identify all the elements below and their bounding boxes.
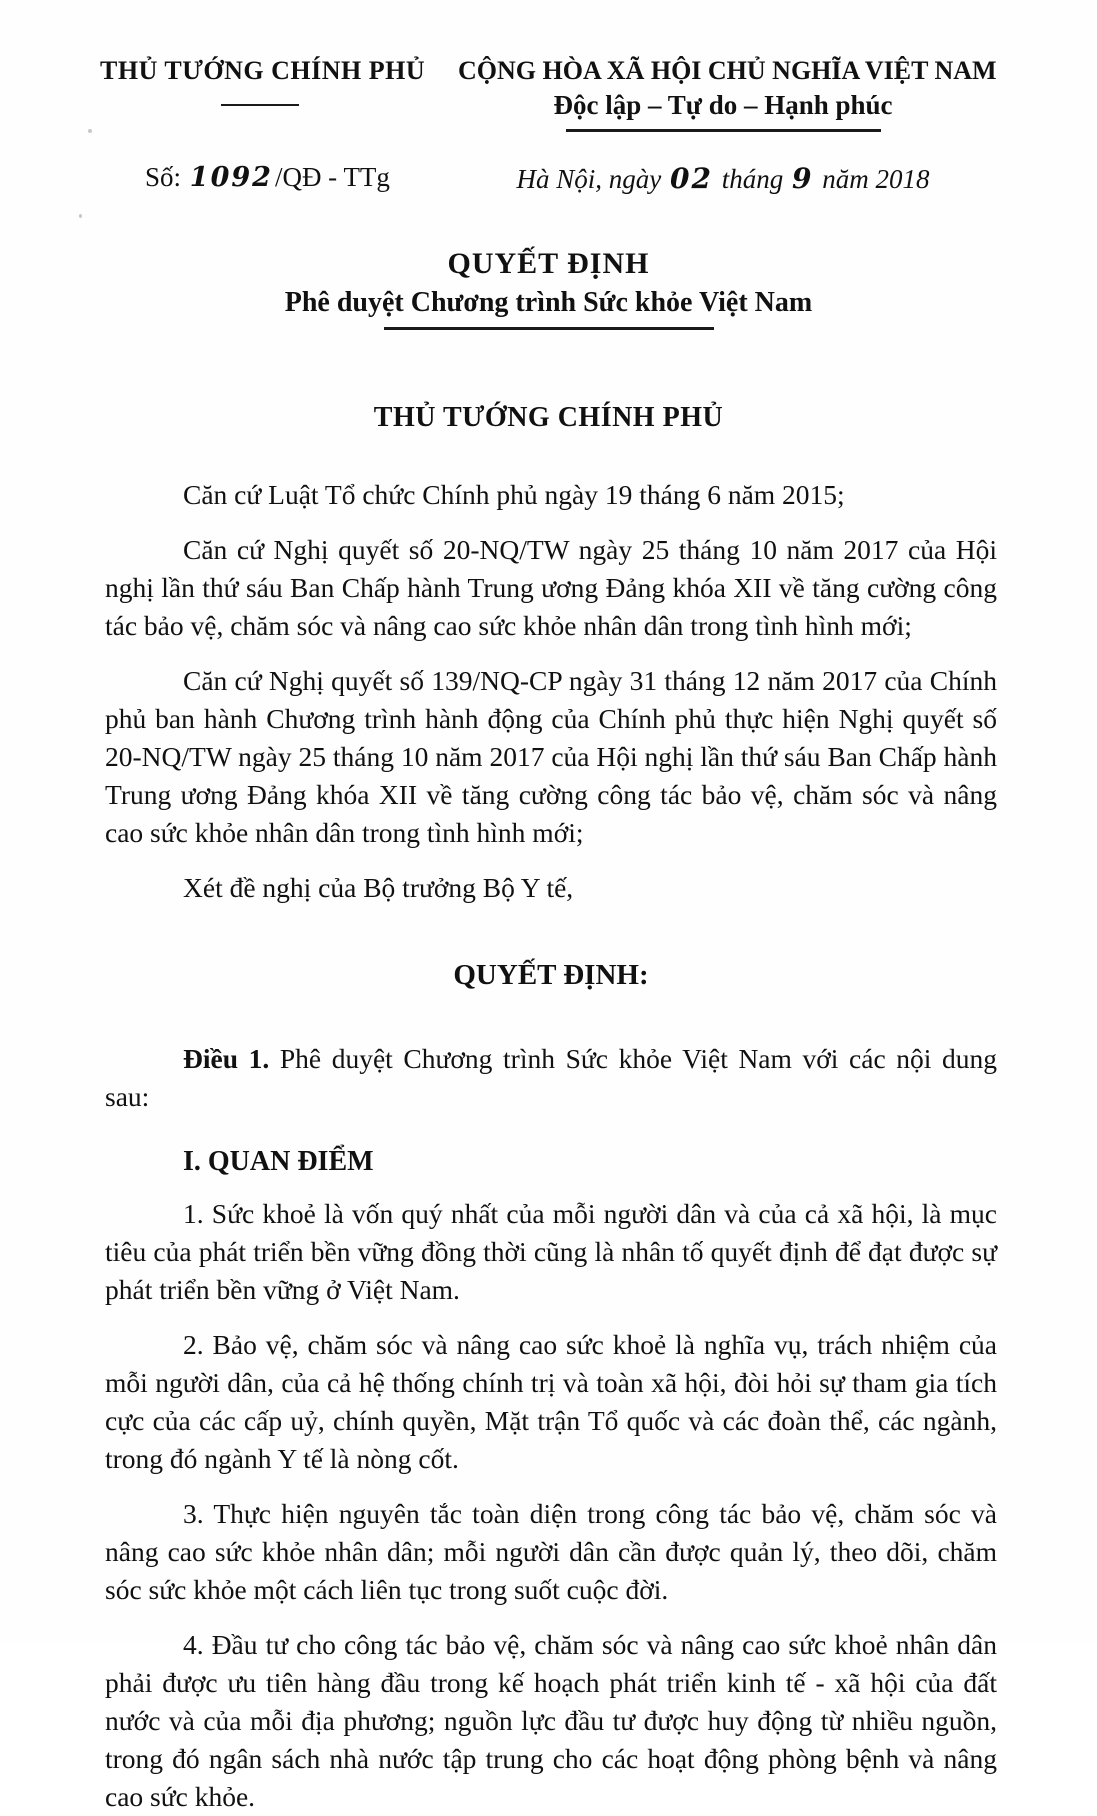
viewpoint-paragraph: 3. Thực hiện nguyên tắc toàn diện trong công tác bảo vệ, chăm sóc và nâng cao sức khỏe nhân dân; mỗi người dân cần được quản lý, theo dõi, chăm sóc sức khỏe một cách liên tục trong suốt cuộc đời.	[105, 1498, 997, 1605]
place-date-mid: tháng	[714, 164, 790, 194]
month-handwritten: 9	[792, 162, 814, 195]
article-1	[105, 1040, 997, 1116]
viewpoint-paragraph: 4. Đầu tư cho công tác bảo vệ, chăm sóc và nâng cao sức khoẻ nhân dân phải được ưu tiên hàng đầu trong kế hoạch phát triển kinh tế - xã hội của đất nước và của mỗi địa phương; nguồn lực đầu tư được huy động từ nhiều nguồn, trong đó ngân sách nhà nước tập trung cho các hoạt động phòng bệnh và nâng cao sức khỏe.	[105, 1629, 997, 1812]
document-type-title: QUYẾT ĐỊNH	[447, 247, 650, 280]
place-date-prefix: Hà Nội, ngày	[516, 164, 669, 194]
title-block	[0, 247, 1097, 330]
document-number-label: Số:	[145, 162, 188, 192]
national-motto: Độc lập – Tự do – Hạnh phúc	[553, 90, 893, 120]
document-number	[145, 162, 445, 195]
preamble-paragraph: Căn cứ Nghị quyết số 139/NQ-CP ngày 31 tháng 12 năm 2017 của Chính phủ ban hành Chương trình hành động của Chính phủ thực hiện Nghị quyết số 20-NQ/TW ngày 25 tháng 10 năm 2017 của Hội nghị lần thứ sáu Ban Chấp hành Trung ương Đảng khóa XII về tăng cường công tác bảo vệ, chăm sóc và nâng cao sức khỏe nhân dân trong tình hình mới;	[105, 665, 997, 848]
viewpoint-paragraph: 2. Bảo vệ, chăm sóc và nâng cao sức khoẻ là nghĩa vụ, trách nhiệm của mỗi người dân, của cả hệ thống chính trị và toàn xã hội, đòi hỏi sự tham gia tích cực của các cấp uỷ, chính quyền, Mặt trận Tổ quốc và các đoàn thể, các ngành, trong đó ngành Y tế là nòng cốt.	[105, 1329, 997, 1474]
scan-artifact	[88, 129, 92, 133]
place-date-suffix: năm 2018	[815, 164, 930, 194]
national-motto-block	[458, 56, 997, 132]
scan-artifact	[79, 214, 82, 218]
document-number-suffix: /QĐ - TTg	[274, 162, 390, 192]
preamble-paragraph: Căn cứ Nghị quyết số 20-NQ/TW ngày 25 tháng 10 năm 2017 của Hội nghị lần thứ sáu Ban Chấp hành Trung ương Đảng khóa XII về tăng cường công tác bảo vệ, chăm sóc và nâng cao sức khỏe nhân dân trong tình hình mới;	[105, 534, 997, 641]
number-date-row	[0, 162, 1097, 195]
deciding-authority: THỦ TƯỚNG CHÍNH PHỦ	[373, 402, 724, 433]
document-header	[0, 0, 1097, 132]
subject-underline	[384, 327, 714, 330]
viewpoint-paragraph: 1. Sức khoẻ là vốn quý nhất của mỗi người dân và của cả xã hội, là mục tiêu của phát triển bền vững đồng thời cũng là nhân tố quyết định để đạt được sự phát triển bền vững ở Việt Nam.	[105, 1198, 997, 1305]
day-handwritten: 02	[670, 162, 713, 195]
preamble-paragraph: Căn cứ Luật Tổ chức Chính phủ ngày 19 tháng 6 năm 2015;	[183, 479, 845, 510]
preamble-paragraph: Xét đề nghị của Bộ trưởng Bộ Y tế,	[183, 872, 574, 903]
issuer-name: THỦ TƯỚNG CHÍNH PHỦ	[100, 56, 426, 85]
issuer-block	[100, 56, 426, 132]
issuer-underline	[221, 104, 299, 106]
motto-underline	[566, 129, 881, 132]
article-1-text: Phê duyệt Chương trình Sức khỏe Việt Nam với các nội dung sau:	[105, 1043, 998, 1112]
section-heading-viewpoints: I. QUAN ĐIỂM	[183, 1146, 374, 1177]
document-body	[0, 476, 1097, 1816]
republic-name: CỘNG HÒA XÃ HỘI CHỦ NGHĨA VIỆT NAM	[458, 56, 997, 85]
document-subject-title: Phê duyệt Chương trình Sức khỏe Việt Nam	[284, 287, 813, 318]
document-number-handwritten: 1092	[189, 162, 273, 193]
decision-heading: QUYẾT ĐỊNH:	[453, 959, 649, 991]
place-and-date	[458, 162, 988, 195]
article-1-label: Điều 1.	[183, 1043, 270, 1074]
